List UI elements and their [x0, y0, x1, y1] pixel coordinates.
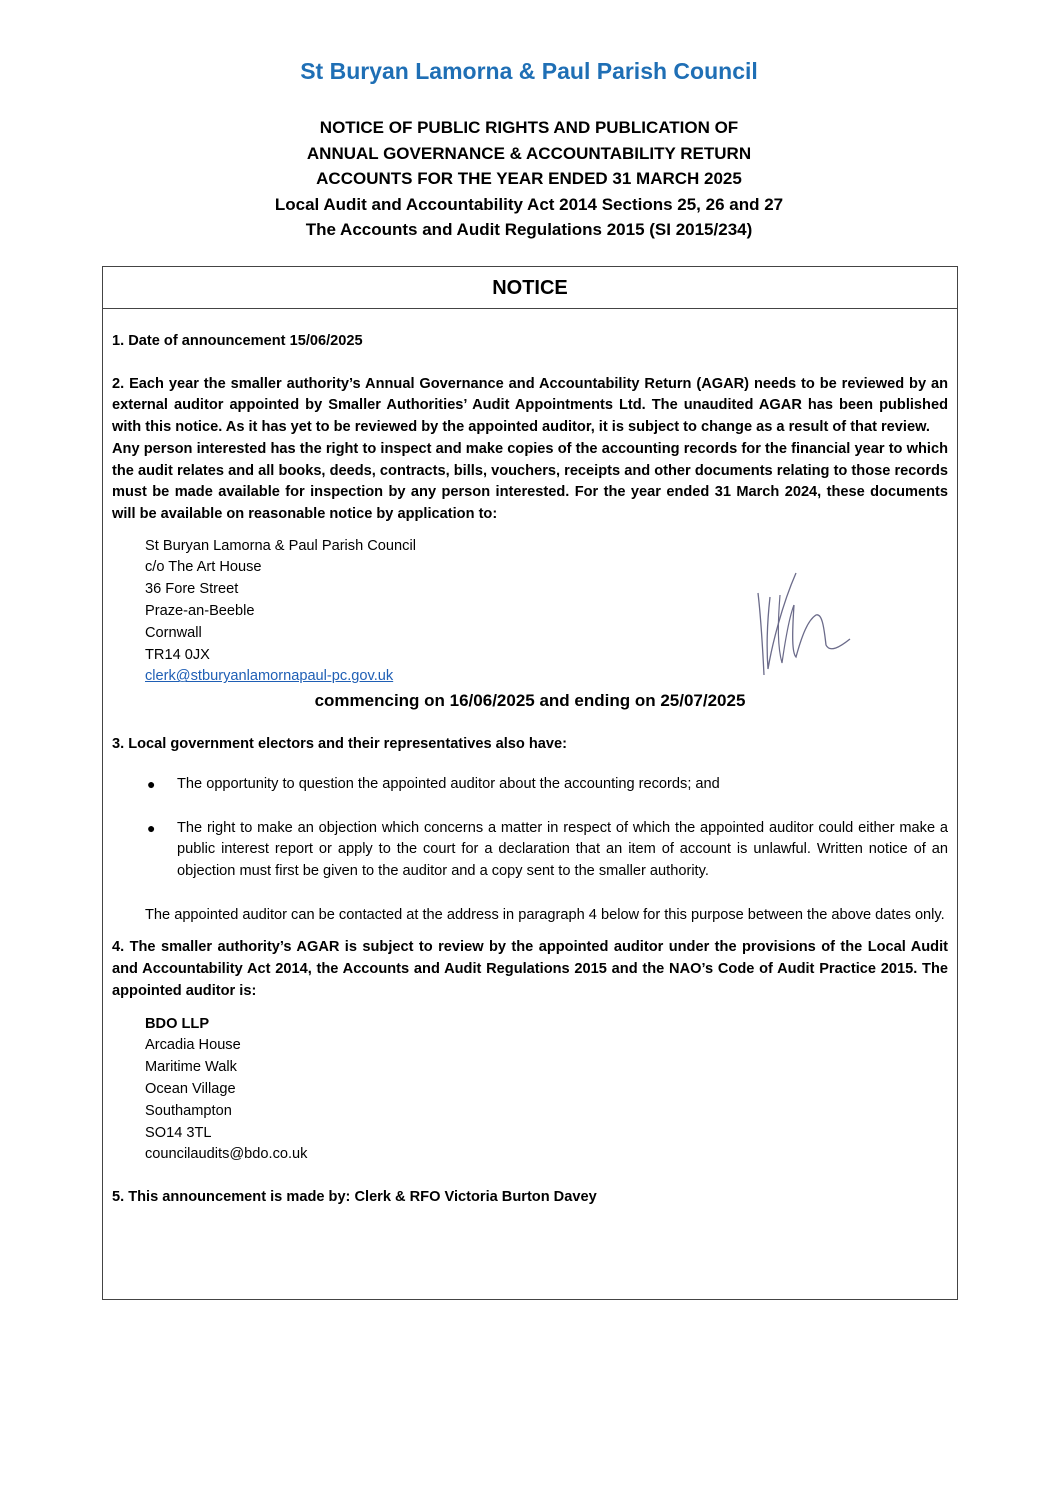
section-2-part-2: Any person interested has the right to inspect and make copies of the accounting records for the financial year to which the audit relates and all books, deeds, contracts, bills, vouchers, receipts and other documents relating to those records must be made available for inspection by any person interested. For the year ended 31 March 2024, these documents will be available on reasonable notice by application to:: [112, 440, 948, 522]
heading-line: ACCOUNTS FOR THE YEAR ENDED 31 MARCH 2025: [316, 169, 742, 188]
section-2-part-1: 2. Each year the smaller authority’s Annual Governance and Accountability Return (AGAR) needs to be reviewed by an external auditor appointed by Smaller Authorities’ Audit Appointments Ltd. The unaudited AGAR has been published with this notice. As it has yet to be reviewed by the appointed auditor, it is subject to change as a result of that review.: [112, 375, 948, 436]
heading-line: NOTICE OF PUBLIC RIGHTS AND PUBLICATION OF: [319, 118, 739, 137]
section-4: 4. The smaller authority’s AGAR is subject to review by the appointed auditor under the provisions of the Local Audit and Accountability Act 2014, the Accounts and Audit Regulations 2015 and the NAO’s Code of Audit Practice 2015. The appointed auditor is:: [112, 939, 948, 999]
section-5: 5. This announcement is made by: Clerk & RFO Victoria Burton Davey: [112, 1189, 597, 1206]
address-line: 36 Fore Street: [145, 581, 239, 598]
bullet-item: [112, 774, 948, 796]
section-3-footer: The appointed auditor can be contacted at the address in paragraph 4 below for this purpose between the above dates only.: [145, 906, 945, 923]
address-line: TR14 0JX: [145, 646, 210, 663]
heading-line: Local Audit and Accountability Act 2014 Sections 25, 26 and 27: [274, 194, 784, 214]
council-title: St Buryan Lamorna & Paul Parish Council: [300, 58, 758, 84]
auditor-name: BDO LLP: [145, 1015, 210, 1032]
notice-heading: NOTICE: [103, 267, 957, 309]
address-line: St Buryan Lamorna & Paul Parish Council: [145, 537, 416, 554]
section-1: 1. Date of announcement 15/06/2025: [112, 333, 363, 349]
address-line: Cornwall: [145, 624, 202, 641]
section-3-bullets: [112, 774, 948, 883]
address-line: SO14 3TL: [145, 1124, 212, 1141]
bullet-text: The opportunity to question the appointed auditor about the accounting records; and: [177, 775, 720, 792]
address-line: Maritime Walk: [145, 1059, 237, 1076]
auditor-address: [145, 1014, 948, 1167]
heading-line: The Accounts and Audit Regulations 2015 (SI 2015/234): [305, 220, 753, 239]
auditor-email: councilaudits@bdo.co.uk: [145, 1146, 308, 1163]
notice-content: [103, 331, 957, 1209]
address-line: c/o The Art House: [145, 559, 262, 576]
bullet-text: The right to make an objection which concerns a matter in respect of which the appointed auditor could either make a public interest report or apply to the court for a declaration that an item of account is unlawful. Written notice of an objection must first be given to the auditor and a copy sent to the smaller authority.: [177, 819, 948, 880]
address-line: Southampton: [145, 1102, 232, 1119]
bullet-icon: ●: [147, 775, 156, 792]
address-line: Arcadia House: [145, 1037, 241, 1054]
bullet-icon: ●: [147, 819, 156, 836]
address-line: Ocean Village: [145, 1080, 236, 1097]
signature-image: [752, 565, 856, 681]
heading-line: ANNUAL GOVERNANCE & ACCOUNTABILITY RETURN: [306, 143, 752, 163]
notice-heading-block: [0, 115, 1058, 243]
bullet-item: [112, 818, 948, 883]
council-email-link[interactable]: clerk@stburyanlamornapaul-pc.gov.uk: [145, 668, 394, 685]
inspection-period: commencing on 16/06/2025 and ending on 25/07/2025: [314, 691, 746, 711]
address-line: Praze-an-Beeble: [145, 603, 255, 620]
section-3-heading: 3. Local government electors and their representatives also have:: [112, 736, 568, 753]
notice-box: [102, 266, 958, 1300]
